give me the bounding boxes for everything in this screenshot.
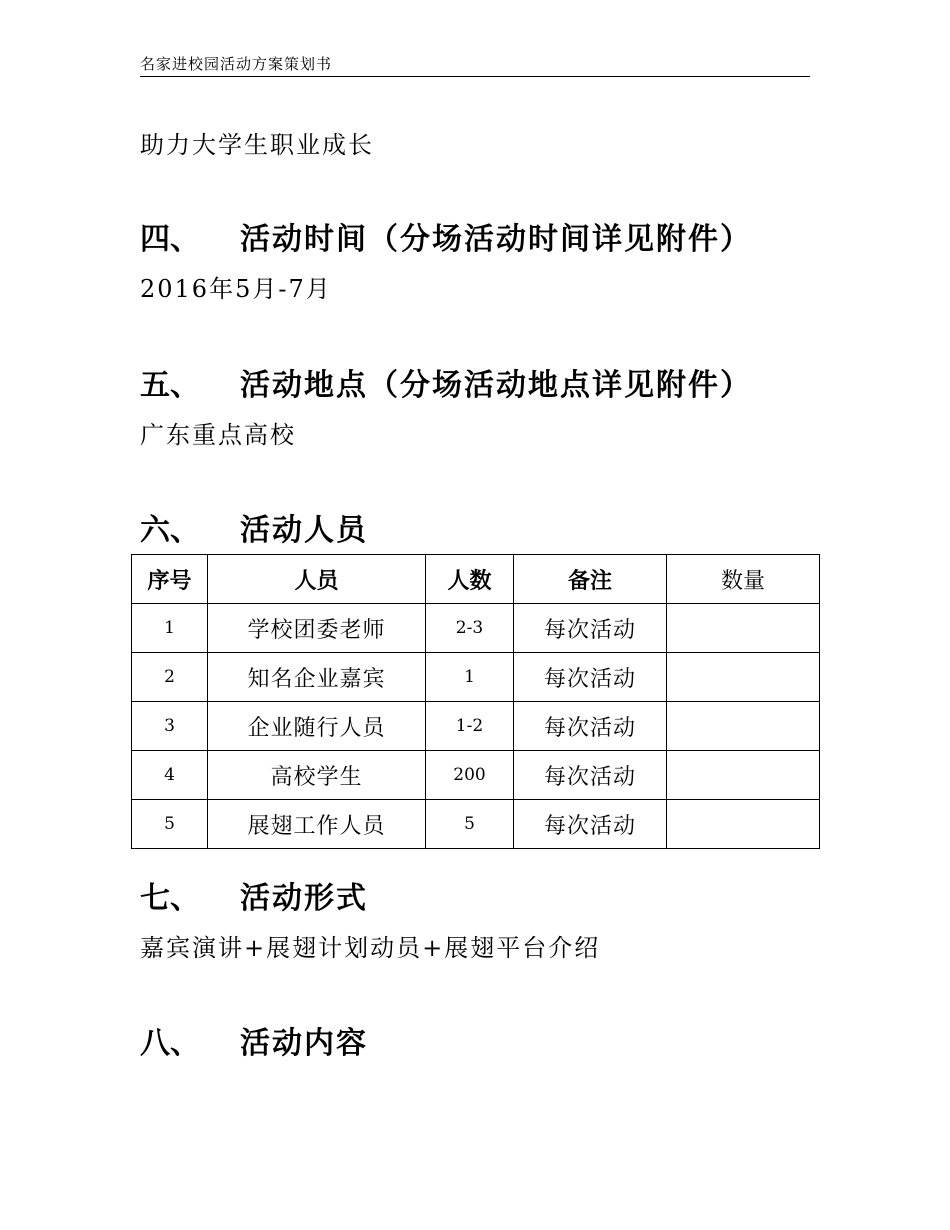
section-title: 活动地点（分场活动地点详见附件） [240, 368, 752, 403]
cell-role: 展翅工作人员 [208, 800, 426, 849]
table-row [132, 800, 820, 849]
section-number: 八、 [140, 1026, 200, 1061]
section-heading-format [140, 879, 368, 919]
header-title: 名家进校园活动方案策划书 [140, 55, 333, 73]
section-body-location: 广东重点高校 [140, 421, 296, 449]
section-number: 五、 [140, 368, 200, 403]
cell-qty [667, 800, 820, 849]
cell-note: 每次活动 [514, 604, 667, 653]
table-row [132, 604, 820, 653]
page-header [140, 52, 810, 77]
cell-id: 3 [132, 702, 208, 751]
cell-count: 1-2 [426, 702, 514, 751]
section-heading-content [140, 1024, 368, 1064]
section-body-format: 嘉宾演讲+展翅计划动员+展翅平台介绍 [140, 934, 601, 962]
section-title: 活动人员 [240, 513, 368, 548]
section-heading-staff [140, 511, 368, 551]
cell-id: 1 [132, 604, 208, 653]
cell-qty [667, 702, 820, 751]
cell-count: 1 [426, 653, 514, 702]
cell-qty [667, 751, 820, 800]
cell-count: 5 [426, 800, 514, 849]
header-cell-id: 序号 [132, 555, 208, 604]
cell-note: 每次活动 [514, 800, 667, 849]
cell-role: 知名企业嘉宾 [208, 653, 426, 702]
header-cell-note: 备注 [514, 555, 667, 604]
cell-note: 每次活动 [514, 702, 667, 751]
header-cell-role: 人员 [208, 555, 426, 604]
section-title: 活动形式 [240, 881, 368, 916]
cell-count: 2-3 [426, 604, 514, 653]
cell-role: 学校团委老师 [208, 604, 426, 653]
cell-note: 每次活动 [514, 653, 667, 702]
section-title: 活动内容 [240, 1026, 368, 1061]
cell-id: 4 [132, 751, 208, 800]
section-title: 活动时间（分场活动时间详见附件） [240, 222, 752, 257]
cell-id: 2 [132, 653, 208, 702]
table-row [132, 653, 820, 702]
cell-count: 200 [426, 751, 514, 800]
header-cell-count: 人数 [426, 555, 514, 604]
cell-qty [667, 604, 820, 653]
cell-id: 5 [132, 800, 208, 849]
section-number: 七、 [140, 881, 200, 916]
section-number: 四、 [140, 222, 200, 257]
section-heading-time [140, 220, 752, 260]
header-cell-qty: 数量 [667, 555, 820, 604]
table-header-row [132, 555, 820, 604]
intro-text: 助力大学生职业成长 [140, 131, 374, 159]
cell-note: 每次活动 [514, 751, 667, 800]
staff-table [131, 554, 820, 849]
cell-role: 企业随行人员 [208, 702, 426, 751]
table-row [132, 751, 820, 800]
section-number: 六、 [140, 513, 200, 548]
cell-qty [667, 653, 820, 702]
cell-role: 高校学生 [208, 751, 426, 800]
table-row [132, 702, 820, 751]
section-heading-location [140, 366, 752, 406]
section-body-time: 2016年5月-7月 [140, 275, 332, 303]
